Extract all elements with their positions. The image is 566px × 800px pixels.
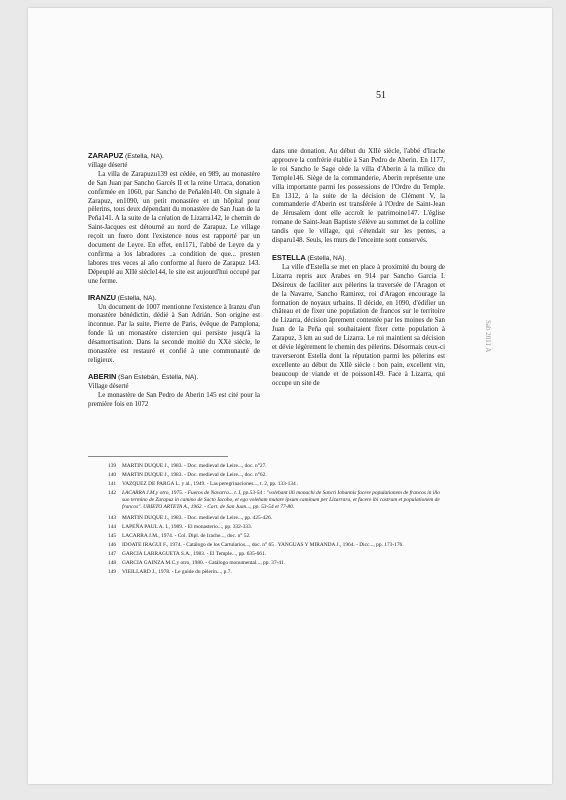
entry-paragraph: dans une donation. Au début du XIIè siècle, l'abbé d'Irache approuve la confrérie établie à San Pedro de Aberin. En 1177, le roi Sancho le Sage cède la villa d'Aberin à la milice du Temple146. Siège de la commanderie, Aberin représente une villa importante parmi les possessions de l'Ordre du Temple. En 1312, à la suite de la décision de Clément V, la commanderie d'Aberin est transférée à l'Ordre de Saint-Jean de Jérusalem dont elle accroît le patrimoine147. L'église romane de Saint-Jean Baptiste s'élève au sommet de la colline tandis que le village, qui s'étendait sur les pentes, a disparu148. Seuls, les murs de l'enceinte sont conservés. [272, 148, 445, 245]
footnote-number: 143 [108, 514, 117, 521]
footnote-text: LACARRA J.M.y otro, 1975. - Fueros de Navarra... t. I, pp.53-54 : "volebant illi monachi de Sancti Iohannis facere populationem de francos in illo suo termino de Zarapuz in camino de Sacto Iacobo, et ego volebam mutare ipsum caminum per Lizarrara, et facere ibi castrum et populationem de francos". UBIETO ARTETA A., 1962. - Cart. de San Juan..., pp. 53-54 et 77-80. [122, 489, 440, 511]
footnote-number: 142 [108, 489, 117, 496]
footnote [108, 514, 448, 523]
footnote [108, 490, 448, 514]
footnote-number: 149 [108, 569, 117, 576]
footnote-text: VAZQUEZ DE PARGA L. y al., 1949. - Las peregrinaciones..., t. 2, pp. 133-134 . [122, 481, 299, 488]
left-column [88, 148, 260, 409]
entry-location: (Estella, NA). [117, 294, 157, 302]
footnote-text: LAPEÑA PAUL A. I., 1989. - El monasterio..., pp. 332-333. [122, 524, 253, 531]
footnote-number: 144 [108, 524, 117, 531]
footnote-number: 140 [108, 472, 117, 479]
footnote-text: GARCIA GAINZA M.C.y otro, 1980. - Catálogo monumental..., pp. 37-41. [122, 560, 286, 567]
footnote-number: 141 [108, 481, 117, 488]
footnote-number: 139 [108, 463, 117, 469]
footnote-number: 147 [108, 550, 117, 557]
footnote-number: 146 [108, 542, 117, 549]
entry-title: IRANZU [88, 292, 116, 302]
footnote-text: LACARRA J.M., 1974. - Col. Dipl. de Irache..., doc. n° 52. [122, 533, 251, 540]
footnote-divider [88, 456, 228, 457]
footnote [108, 550, 448, 559]
footnote-text: MARTIN DUQUE J., 1983. - Doc. medieval de Leire..., doc. n°27. [122, 463, 267, 469]
footnote [108, 568, 448, 577]
entry-location: (Estella, NA). [307, 254, 347, 262]
footnote-text: IDOATE IRAGUI F., 1974. - Catálogo de los Cartularios..., doc. n° 65 . YANGUAS Y MIRANDA J., 1964. - Dicc..., pp. 173-176. [122, 542, 404, 549]
footnote [108, 480, 448, 489]
entry-heading [88, 373, 260, 383]
entry-heading [88, 294, 260, 304]
entry-title: ESTELLA [272, 252, 306, 262]
entry-title: ABERIN [88, 371, 117, 381]
entry-paragraph: La villa de Zarapuzu139 est cédée, en 989, au monastère de San Juan par Sancho Garcés II et la reine Urraca, donation confirmée en 1060, par Sancho de Peñalén140. On signale à Zarapuz, en1090, un petit monastère et un hôpital pour pèlerins, tous deux dépendant du monastère de San Juan de la Peña141. A la suite de la création de Lizarra142, le chemin de Saint-Jacques est détourné au nord de Zarapuz. Le village reçoit un fuero dont l'existence nous est rapporté par un document de Leyre. En effet, en1171, l'abbé de Leyre da y confirma a los labradores ..a condition de que... presten labores tres veces al año conforme al fuero de Zarapuz 143. Dépeuplé au XIIè siècle144, le site est aujourd'hui occupé par une ferme. [88, 170, 260, 285]
footnote [108, 471, 448, 480]
entry-title: ZARAPUZ [88, 151, 124, 160]
entry-subtitle: village déserté [88, 161, 128, 169]
right-column [272, 148, 445, 389]
footnote [108, 541, 448, 549]
entry-heading [88, 152, 260, 162]
footnote [108, 532, 448, 541]
entry-location: (Estella, NA). [125, 153, 164, 160]
entry-paragraph: Le monastère de San Pedro de Aberin 145 est cité pour la première fois en 1072 [88, 391, 260, 408]
footnote [108, 523, 448, 532]
entry-subtitle: Village déserté [88, 382, 129, 390]
footnotes [108, 462, 448, 577]
entry-paragraph: Un document de 1007 mentionne l'existence à Iranzu d'un monastère bénédictin, dédié à San Adrián. Son origine est inconnue. Par la suite, Pierre de Paris, évêque de Pamplona, fonde là un monastère cistercien qui persiste jusqu'à la désamortisation. Dans la seconde moitié du XXè siècle, le monastère est restauré et confié à une communauté de religieux. [88, 303, 260, 364]
footnote-text: MARTIN DUQUE J., 1983. - Doc. medieval de Leire..., doc. n°62. [122, 472, 267, 479]
footnote-text: MARTIN DUQUE J., 1983. - Doc. medieval de Leire..., pp. 425-426. [122, 514, 272, 521]
footnote-text: GARCIA LARRAGUETA S.A., 1983. - El Temple..., pp. 635-661. [122, 550, 267, 557]
footnote-number: 145 [108, 533, 117, 540]
entry-location: (San Estebán, Estella, NA). [118, 373, 199, 381]
archive-stamp: Sab 2011 A [484, 320, 492, 353]
entry-heading [272, 254, 445, 264]
page-number: 51 [376, 90, 386, 101]
footnote [108, 462, 448, 471]
entry-paragraph: La ville d'Estella se met en place à proximité du bourg de Lizarra repris aux Arabes en 914 par Sancho Garcia I. Désireux de faciliter aux pèlerins la traversée de l'Aragon et de la Navarre, Sancho Ramirez, roi d'Aragon encourage la formation de noyaux urbains. Il décide, en 1090, d'édifier un château et de fixer une population de francos sur le territoire de Lizarra, décision âprement contestée par les moines de San Juan de la Peña qui souhaitaient fixer cette population à Zarapuz, 3 km au sud de Lizarra. Le roi maintient sa décision et dévie légèrement le chemin des pèlerins. Désormais ceux-ci traverseront Estella dont la réputation parmi les pèlerins est excellente au début du XIIè siècle : bon pain, excellent vin, beaucoup de viande et de poisson149. Face à Lizarra, qui occupe un site de [272, 263, 445, 387]
footnote-number: 148 [108, 560, 117, 567]
footnote [108, 559, 448, 568]
footnote-text: VIEILLARD J., 1978. - Le guide du pèlerin..., p.7. [122, 569, 232, 576]
